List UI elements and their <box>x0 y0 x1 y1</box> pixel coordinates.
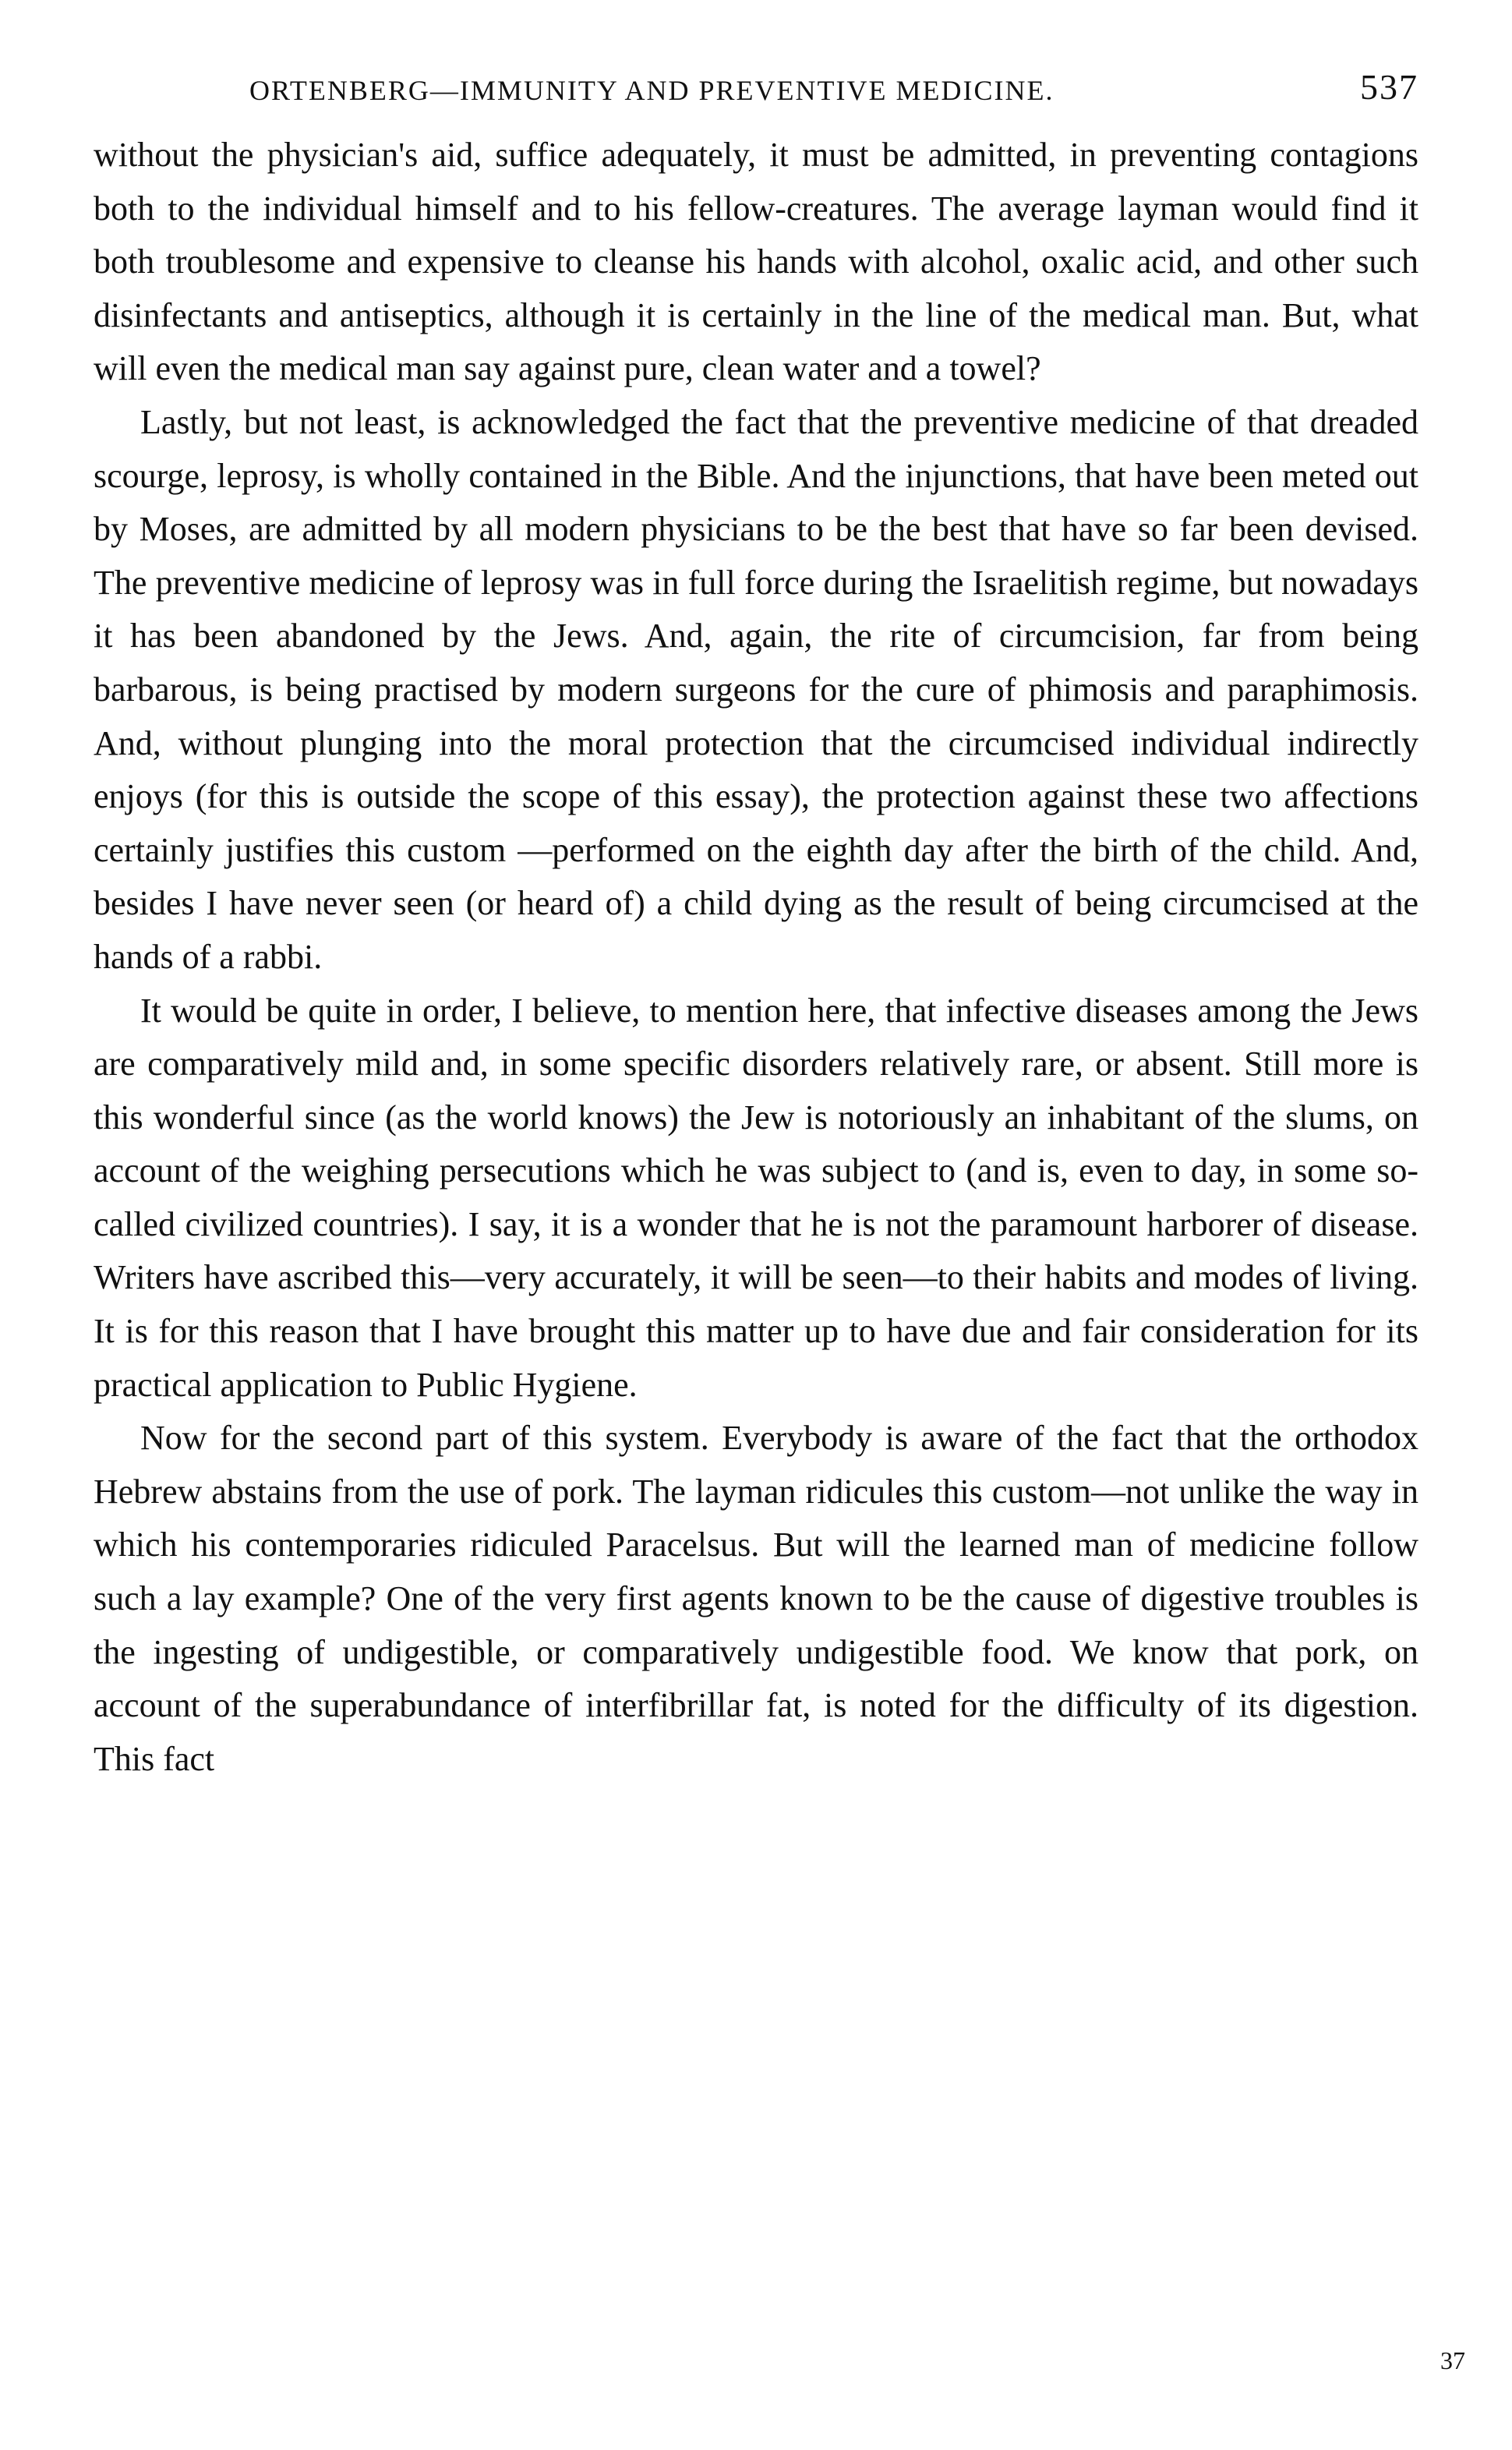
running-title: ORTENBERG—IMMUNITY AND PREVENTIVE MEDICINE. <box>249 75 1055 106</box>
page-number: 537 <box>1360 67 1418 107</box>
page <box>94 66 1418 1786</box>
body-text <box>94 129 1418 1786</box>
signature-mark: 37 <box>1440 2346 1465 2374</box>
paragraph-3: It would be quite in order, I believe, to mention here, that infective diseases among the Jews are comparatively mild and, in some specific disorders relatively rare, or absent. Still more is this wonderful since (as the world knows) the Jew is notoriously an inhabitant of the slums, on account of the weighing persecutions which he was subject to (and is, even to day, in some so-called civilized countries). I say, it is a wonder that he is not the paramount harborer of disease. Writers have ascribed this—very accurately, it will be seen—to their habits and modes of living. It is for this reason that I have brought this matter up to have due and fair consideration for its practical application to Public Hygiene. <box>94 991 1418 1404</box>
paragraph-2: Lastly, but not least, is acknowledged the fact that the preventive medicine of that dreaded scourge, leprosy, is wholly contained in the Bible. And the injunctions, that have been meted out by Moses, are admitted by all modern physicians to be the best that have so far been devised. The preventive medicine of leprosy was in full force during the Israelitish regime, but nowadays it has been abandoned by the Jews. And, again, the rite of circumcision, far from being barbarous, is being practised by modern surgeons for the cure of phimosis and paraphimosis. And, without plunging into the moral protection that the circumcised individual indirectly enjoys (for this is outside the scope of this essay), the protection against these two affections certainly justifies this custom —performed on the eighth day after the birth of the child. And, besides I have never seen (or heard of) a child dying as the result of being circumcised at the hands of a rabbi. <box>94 402 1418 976</box>
running-head <box>94 66 1418 129</box>
paragraph-4: Now for the second part of this system. Everybody is aware of the fact that the orthodox Hebrew abstains from the use of pork. The layman ridicules this custom—not unlike the way in which his contemporaries ridiculed Paracelsus. But will the learned man of medicine follow such a lay example? One of the very first agents known to be the cause of digestive troubles is the ingesting of undigestible, or comparatively undigestible food. We know that pork, on account of the superabundance of interfibrillar fat, is noted for the difficulty of its digestion. This fact <box>94 1419 1418 1778</box>
paragraph-1: without the physician's aid, suffice adequately, it must be admitted, in preventing contagions both to the individual himself and to his fellow-creatures. The average layman would find it both troublesome and expensive to cleanse his hands with alcohol, oxalic acid, and other such disinfectants and antiseptics, although it is certainly in the line of the medical man. But, what will even the medical man say against pure, clean water and a towel? <box>94 136 1418 388</box>
